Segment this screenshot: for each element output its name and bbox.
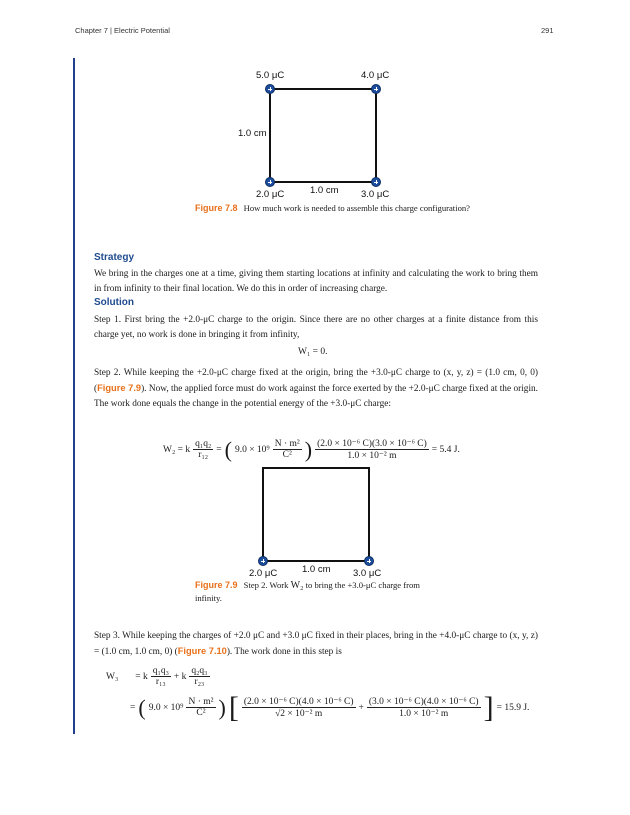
sidebar-rule bbox=[73, 58, 75, 734]
step2-paragraph bbox=[94, 366, 538, 412]
w2-result: = 5.4 J. bbox=[431, 444, 460, 455]
square-left bbox=[269, 88, 271, 183]
unit-denominator: C² bbox=[196, 708, 206, 718]
label-bottom-left-charge: 2.0 μC bbox=[256, 189, 285, 200]
term1-denominator: √2 × 10⁻² m bbox=[275, 709, 323, 719]
term1-numerator: (2.0 × 10⁻⁶ C)(4.0 × 10⁻⁶ C) bbox=[243, 697, 354, 707]
square-right bbox=[368, 467, 370, 562]
square-bottom bbox=[263, 560, 369, 562]
label-left-side: 1.0 cm bbox=[238, 128, 267, 139]
solution-heading: Solution bbox=[94, 297, 134, 308]
w3-equation-line2: = ( 9.0 × 10⁹ $\frac{\text{N · m²}}{\text{C²}}$ ) [ $\frac{\text{(2.0 × 10⁻⁶ C)(4.0 × 10⁻⁶ C)}}{\text{√2 × 10⁻² m}}$ + $\frac{\text{(3.0 × 10⁻⁶ C)(4.0 × 10⁻⁶ C)}}{\text{1.0 × 10⁻² m}}$ ] = 15.9 J. bbox=[130, 690, 530, 724]
label-bottom-right-charge: 3.0 μC bbox=[361, 189, 390, 200]
unit-denominator: C² bbox=[282, 450, 292, 460]
q-denominator: r₁₂ bbox=[198, 450, 209, 460]
q13-numerator: q₁q₃ bbox=[152, 666, 169, 676]
label-bottom-side: 1.0 cm bbox=[310, 185, 339, 196]
label-bottom-left-charge: 2.0 μC bbox=[249, 568, 278, 579]
step1-paragraph: Step 1. First bring the +2.0-μC charge to the origin. Since there are no other charges at a finite distance from this charge yet, no work is done in bringing it from infinity, bbox=[94, 315, 538, 340]
plus-k: + k bbox=[173, 671, 187, 682]
q23-numerator: q₂q₃ bbox=[191, 666, 208, 676]
label-bottom-right-charge: 3.0 μC bbox=[353, 568, 382, 579]
square-top bbox=[263, 467, 369, 469]
label-top-right-charge: 4.0 μC bbox=[361, 70, 390, 81]
distance-denominator: 1.0 × 10⁻² m bbox=[347, 451, 397, 461]
figure-caption bbox=[195, 202, 485, 215]
w2-equation: W₂ = k $\frac{\text{q₁q₂}}{\text{r₁₂}}$ = ( 9.0 × 10⁹ $\frac{\text{N · m²}}{\text{C²}}$ ) $\frac{\text{(2.0 × 10⁻⁶ C)(3.0 × 10⁻⁶ C)}}{\text{1.0 × 10⁻² m}}$ = 5.4 J. bbox=[163, 436, 460, 462]
coulomb-constant: 9.0 × 10⁹ bbox=[234, 444, 270, 455]
w3-lhs: W₃ bbox=[106, 671, 119, 682]
charge-numerator: (2.0 × 10⁻⁶ C)(3.0 × 10⁻⁶ C) bbox=[317, 439, 427, 449]
page-number: 291 bbox=[541, 26, 554, 35]
w3-equation-line1 bbox=[106, 666, 210, 687]
step1-equation: W₁ = 0. bbox=[298, 347, 328, 357]
q-fraction bbox=[193, 439, 213, 460]
charge-icon bbox=[371, 177, 381, 187]
charge-icon bbox=[364, 556, 374, 566]
charge-icon bbox=[265, 84, 275, 94]
term2-denominator: 1.0 × 10⁻² m bbox=[399, 709, 449, 719]
step3-text-b: ). The work done in this step is bbox=[226, 647, 342, 657]
figure-number: Figure 7.9 bbox=[195, 580, 238, 590]
term-plus: + bbox=[358, 702, 364, 713]
caption-text-b: to bring the +3.0-μC charge from infinity. bbox=[195, 580, 420, 603]
strategy-heading: Strategy bbox=[94, 252, 135, 263]
step2-text-b: ). Now, the applied force must do work against the force exerted by the +2.0-μC charge fixed at the origin. The work done equals the change in the potential energy of the +3.0-μC charge: bbox=[94, 384, 538, 409]
label-bottom-side: 1.0 cm bbox=[302, 564, 331, 575]
w3-k: = k bbox=[135, 671, 148, 682]
term2-fraction bbox=[367, 696, 481, 719]
q23-fraction bbox=[189, 666, 209, 687]
step2-text-a: Step 2. While keeping the +2.0-μC charge fixed at the origin, bring the +3.0-μC charge to (x, y, z) = (1.0 cm, 0, 0) ( bbox=[94, 368, 538, 394]
square-left bbox=[262, 467, 264, 562]
figure-caption bbox=[195, 579, 440, 605]
caption-w2: W₂ bbox=[290, 580, 304, 591]
unit-numerator: N · m² bbox=[274, 439, 300, 449]
line2-equals: = bbox=[130, 702, 136, 713]
q13-fraction bbox=[151, 666, 171, 687]
term1-fraction bbox=[242, 696, 356, 719]
q23-denominator: r₂₃ bbox=[194, 677, 205, 687]
unit-fraction bbox=[273, 439, 302, 460]
caption-text: How much work is needed to assemble this charge configuration? bbox=[243, 203, 470, 213]
square-top bbox=[270, 88, 376, 90]
label-top-left-charge: 5.0 μC bbox=[256, 70, 285, 81]
coulomb-constant: 9.0 × 10⁹ bbox=[148, 702, 184, 713]
term2-numerator: (3.0 × 10⁻⁶ C)(4.0 × 10⁻⁶ C) bbox=[368, 697, 479, 707]
strategy-paragraph: We bring in the charges one at a time, giving them starting locations at infinity and calculating the work to bring them in from infinity to their final location. We do this in order of increasing charge. bbox=[94, 269, 538, 294]
equals-sign: = bbox=[216, 444, 222, 455]
figure-number: Figure 7.8 bbox=[195, 203, 238, 213]
figure-7-10-link[interactable]: Figure 7.10 bbox=[177, 646, 227, 656]
charge-fraction bbox=[315, 438, 429, 461]
step3-text-a: Step 3. While keeping the charges of +2.0 μC and +3.0 μC fixed in their places, bring in the +4.0-μC charge to (x, y, z) = (1.0 cm, 1.0 cm, 0) ( bbox=[94, 631, 538, 657]
w3-result: = 15.9 J. bbox=[496, 702, 530, 713]
square-right bbox=[375, 88, 377, 183]
q-numerator: q₁q₂ bbox=[195, 439, 212, 449]
unit-numerator: N · m² bbox=[188, 697, 214, 707]
q13-denominator: r₁₃ bbox=[155, 677, 166, 687]
figure-7-9-link[interactable]: Figure 7.9 bbox=[97, 383, 142, 393]
w2-lhs: W₂ = k bbox=[163, 444, 191, 455]
unit-fraction bbox=[186, 697, 215, 718]
charge-icon bbox=[265, 177, 275, 187]
step3-paragraph bbox=[94, 629, 538, 660]
caption-text-a: Step 2. Work bbox=[243, 580, 289, 590]
charge-icon bbox=[371, 84, 381, 94]
square-bottom bbox=[270, 181, 376, 183]
charge-icon bbox=[258, 556, 268, 566]
running-header: Chapter 7 | Electric Potential bbox=[75, 26, 170, 35]
